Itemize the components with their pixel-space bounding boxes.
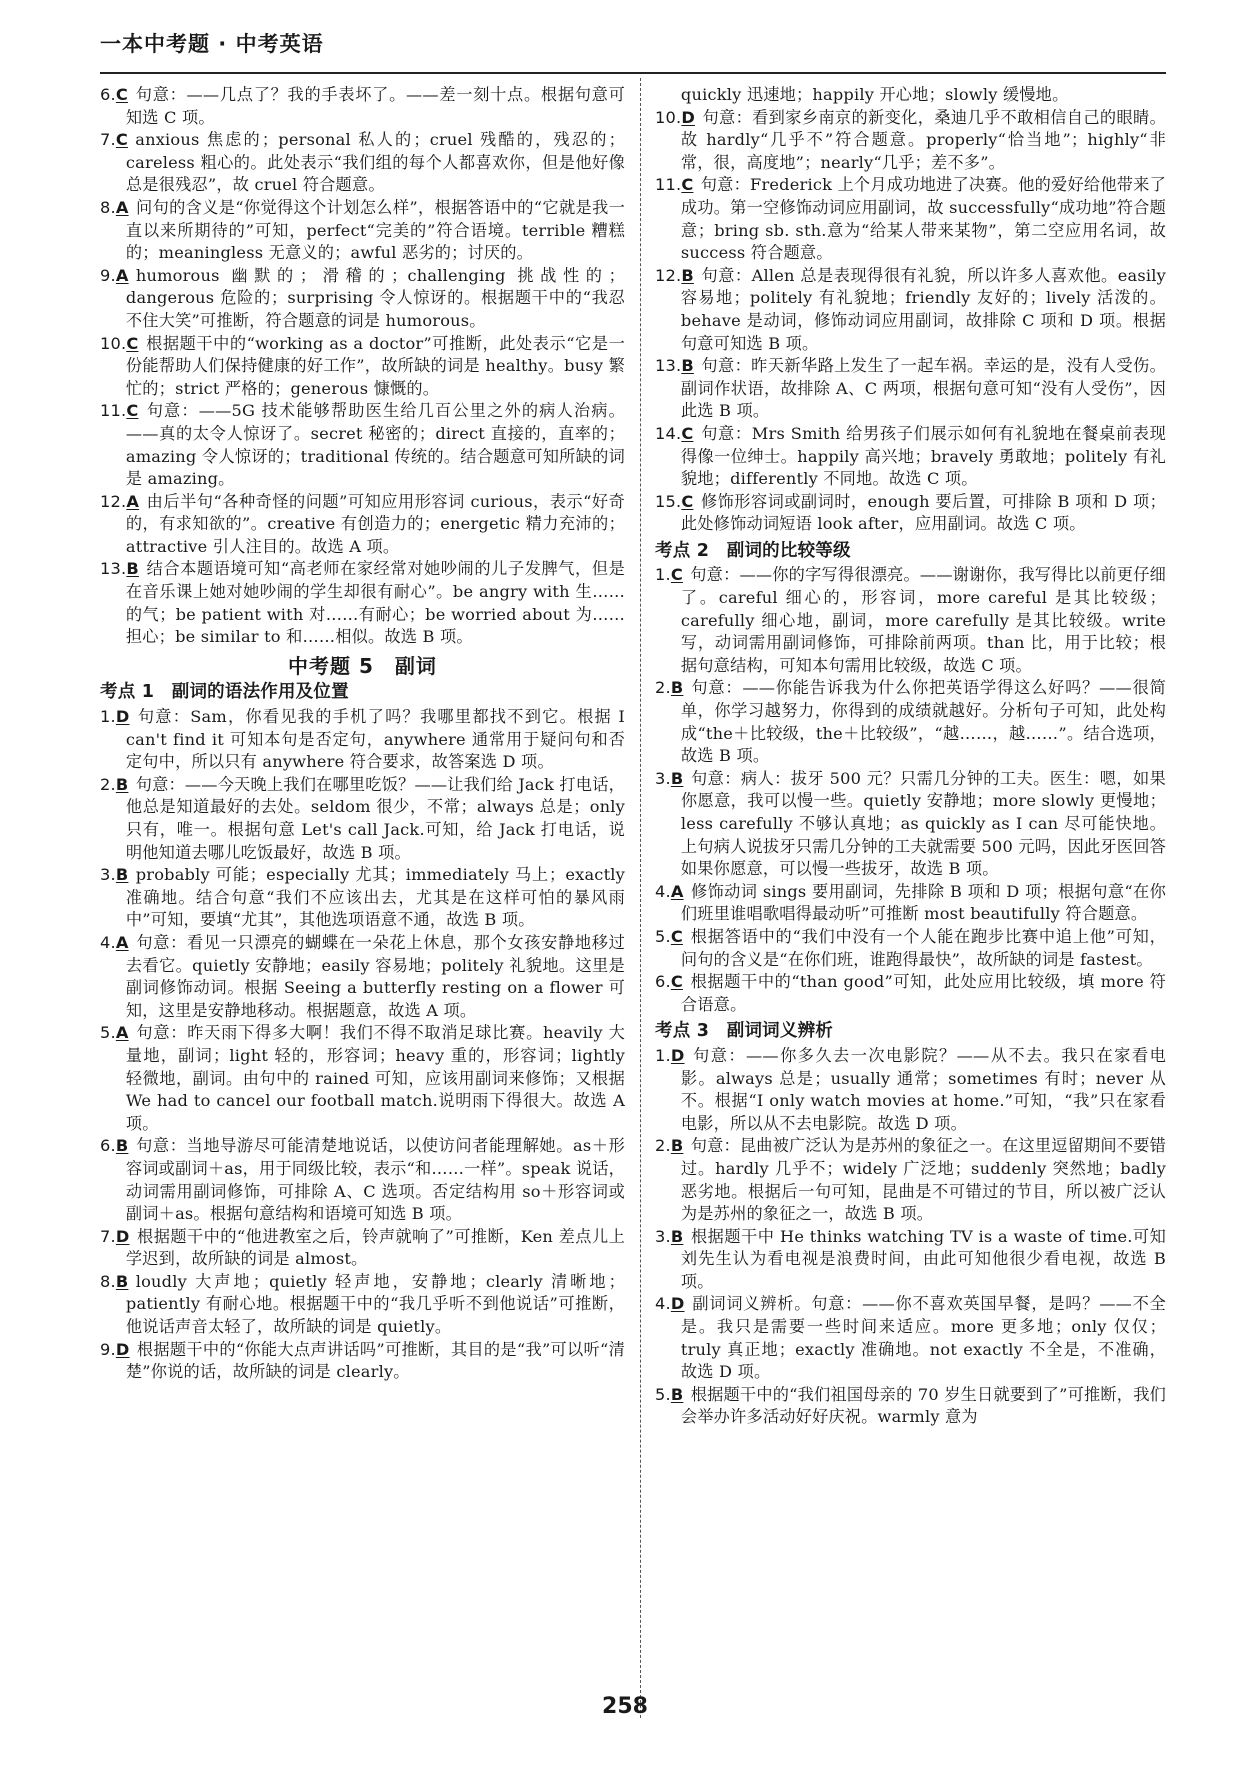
answer-letter: B bbox=[670, 1226, 684, 1246]
answer-explanation: 句意：Allen 总是表现得很有礼貌，所以许多人喜欢他。easily 容易地；politely 有礼貌地；friendly 友好的；lively 活泼的。behave 是动词，修饰动词应用副词，故排除 C 项和 D 项。根据句意可知选 B 项。 bbox=[680, 265, 1166, 353]
answer-letter: D bbox=[670, 1045, 685, 1065]
answer-number: 13. bbox=[655, 356, 682, 376]
answer-item bbox=[100, 1135, 625, 1225]
answer-explanation: 问句的含义是“你觉得这个计划怎么样”，根据答语中的“它就是我一直以来所期待的”可知，perfect“完美的”符合语境。terrible 糟糕的；meaningless 无意义的；awful 恶劣的；讨厌的。 bbox=[125, 197, 625, 263]
answer-number: 12. bbox=[655, 265, 682, 285]
answer-letter: A bbox=[126, 491, 140, 511]
answer-number: 1. bbox=[655, 1045, 671, 1065]
answer-explanation: 修饰动词 sings 要用副词，先排除 B 项和 D 项；根据句意“在你们班里谁唱歌唱得最动听”可推断 most beautifully 符合题意。 bbox=[680, 881, 1166, 924]
answer-explanation: 句意：——你多久去一次电影院？——从不去。我只在家看电影。always 总是；usually 通常；sometimes 有时；never 从不。根据“I only watch movies at home.”可知，“我”只在家看电影，所以从不去电影院。故选 D 项。 bbox=[680, 1045, 1166, 1133]
answer-letter: A bbox=[115, 1023, 129, 1043]
answer-explanation: 句意：病人：拔牙 500 元？只需几分钟的工夫。医生：嗯，如果你愿意，我可以慢一些。quietly 安静地；more slowly 更慢地；less carefully 不够认真地；as quickly as I can 尽可能快地。上句病人说拔牙只需几分钟的工夫就需要 500 元吗，因此牙医回答如果你愿意，可以慢一些拔牙，故选 B 项。 bbox=[680, 768, 1166, 879]
answer-explanation: 根据题干中的“你能大点声讲话吗”可推断，其目的是“我”可以听“清楚”你说的话，故所缺的词是 clearly。 bbox=[125, 1339, 625, 1382]
section-heading: 考点 3 副词词义辨析 bbox=[655, 1021, 833, 1042]
answer-number: 6. bbox=[100, 1136, 116, 1156]
answer-letter: C bbox=[681, 423, 694, 443]
answer-number: 6. bbox=[100, 85, 116, 104]
answer-number: 9. bbox=[100, 1339, 116, 1359]
answer-explanation: 句意：Mrs Smith 给男孩子们展示如何有礼貌地在餐桌前表现得像一位绅士。happily 高兴地；bravely 勇敢地；politely 有礼貌地；differently 不同地。故选 C 项。 bbox=[680, 423, 1166, 489]
answer-item bbox=[100, 84, 625, 129]
answer-explanation: 由后半句“各种奇怪的问题”可知应用形容词 curious，表示“好奇的，有求知欲的”。creative 有创造力的；energetic 精力充沛的；attractive 引人注目的。故选 A 项。 bbox=[125, 491, 625, 556]
answer-explanation: 句意：——你能告诉我为什么你把英语学得这么好吗？——很简单，你学习越努力，你得到的成绩就越好。分析句子可知，此处构成“the＋比较级，the＋比较级”，“越……，越……”。结合选项，故选 B 项。 bbox=[680, 678, 1166, 766]
answer-number: 15. bbox=[655, 491, 682, 511]
answer-item bbox=[655, 1293, 1166, 1383]
answer-number: 2. bbox=[100, 774, 116, 794]
answer-number: 5. bbox=[100, 1023, 116, 1043]
answer-number: 4. bbox=[655, 1294, 671, 1314]
column-divider bbox=[640, 78, 641, 1718]
answer-explanation: 根据题干中的“我们祖国母亲的 70 岁生日就要到了”可推断，我们会举办许多活动好好庆祝。warmly 意为 bbox=[680, 1384, 1166, 1427]
answer-item bbox=[100, 129, 625, 197]
page-number: 258 bbox=[602, 1694, 648, 1719]
chapter-heading: 中考题 5 副词 bbox=[288, 653, 437, 678]
answer-number: 2. bbox=[655, 1136, 671, 1156]
left-column bbox=[100, 84, 625, 1384]
answer-letter: B bbox=[115, 865, 129, 885]
answer-explanation: loudly 大声地；quietly 轻声地，安静地；clearly 清晰地；patiently 有耐心地。根据题干中的“我几乎听不到他说话”可推断，他说话声音太轻了，故所缺的词是 quietly。 bbox=[125, 1271, 625, 1337]
answer-letter: B bbox=[681, 356, 694, 376]
answer-item bbox=[655, 971, 1166, 1016]
header-title: 一本中考题 · 中考英语 bbox=[100, 32, 324, 56]
answer-item bbox=[100, 333, 625, 401]
answer-item bbox=[100, 1271, 625, 1339]
answer-item bbox=[655, 1135, 1166, 1225]
answer-number: 1. bbox=[100, 707, 116, 727]
section-heading: 考点 2 副词的比较等级 bbox=[655, 540, 851, 561]
answer-item bbox=[100, 1226, 625, 1271]
answer-number: 8. bbox=[100, 197, 116, 217]
answer-explanation: 句意：——今天晚上我们在哪里吃饭？——让我们给 Jack 打电话，他总是知道最好的去处。seldom 很少，不常；always 总是；only 只有，唯一。根据句意 Let's call Jack.可知，给 Jack 打电话，说明他知道去哪儿吃饭最好，故选 B 项。 bbox=[125, 774, 625, 862]
answer-letter: D bbox=[115, 707, 130, 727]
answer-letter: C bbox=[670, 926, 683, 946]
answer-number: 2. bbox=[655, 678, 671, 698]
answer-item bbox=[100, 932, 625, 1022]
answer-explanation: 根据题干中的“他进教室之后，铃声就响了”可推断，Ken 差点儿上学迟到，故所缺的词是 almost。 bbox=[125, 1226, 625, 1269]
answer-letter: C bbox=[126, 401, 139, 421]
answer-letter: D bbox=[115, 1226, 130, 1246]
answer-explanation: 句意：Frederick 上个月成功地进了决赛。他的爱好给他带来了成功。第一空修饰动词应用副词，故 successfully“成功地”符合题意；bring sb. sth.意为“给某人带来某物”，第二空应用名词，故 success 符合题意。 bbox=[680, 175, 1166, 263]
answer-explanation: probably 可能；especially 尤其；immediately 马上；exactly 准确地。结合句意“我们不应该出去，尤其是在这样可怕的暴风雨中”可知，要填“尤其”，其他选项语意不通，故选 B 项。 bbox=[125, 865, 625, 930]
answer-letter: B bbox=[126, 559, 139, 579]
answer-item bbox=[655, 1045, 1166, 1135]
answer-item bbox=[655, 1384, 1166, 1429]
answer-letter: C bbox=[681, 491, 694, 511]
answer-letter: A bbox=[115, 265, 129, 285]
answer-letter: B bbox=[670, 1384, 684, 1404]
answer-letter: A bbox=[115, 932, 129, 952]
answer-number: 6. bbox=[655, 972, 671, 992]
answer-number: 10. bbox=[100, 333, 127, 353]
answer-explanation: 句意：——几点了？我的手表坏了。——差一刻十点。根据句意可知选 C 项。 bbox=[125, 85, 625, 127]
answer-item bbox=[100, 491, 625, 559]
answer-item bbox=[100, 1022, 625, 1135]
answer-item bbox=[655, 423, 1166, 491]
answer-item bbox=[655, 265, 1166, 355]
answer-item bbox=[655, 768, 1166, 881]
answer-number: 14. bbox=[655, 423, 682, 443]
answer-item bbox=[655, 355, 1166, 423]
answer-letter: C bbox=[670, 565, 683, 585]
answer-number: 12. bbox=[100, 491, 127, 511]
answer-number: 10. bbox=[655, 107, 682, 127]
answer-explanation: 根据题干中的“working as a doctor”可推断，此处表示“它是一份能帮助人们保持健康的好工作”，故所缺的词是 healthy。busy 繁忙的；strict 严格的；generous 慷慨的。 bbox=[125, 333, 625, 398]
answer-item bbox=[100, 706, 625, 774]
answer-letter: D bbox=[681, 107, 695, 127]
header-rule bbox=[100, 72, 1166, 74]
answer-letter: D bbox=[670, 1294, 685, 1314]
answer-letter: B bbox=[670, 1136, 684, 1156]
answer-letter: A bbox=[670, 881, 684, 901]
answer-number: 13. bbox=[100, 559, 127, 579]
answer-explanation: 修饰形容词或副词时，enough 要后置，可排除 B 项和 D 项；此处修饰动词短语 look after，应用副词。故选 C 项。 bbox=[680, 491, 1166, 534]
answer-number: 4. bbox=[655, 881, 671, 901]
answer-number: 5. bbox=[655, 1384, 671, 1404]
answer-explanation: 句意：——5G 技术能够帮助医生给几百公里之外的病人治病。——真的太令人惊讶了。secret 秘密的；direct 直接的，直率的；amazing 令人惊讶的；traditional 传统的。结合题意可知所缺的词是 amazing。 bbox=[125, 401, 625, 489]
answer-explanation: 句意：当地导游尽可能清楚地说话，以使访问者能理解她。as＋形容词或副词＋as，用于同级比较，表示“和……一样”。speak 说话，动词需用副词修饰，可排除 A、C 选项。否定结构用 so＋形容词或副词＋as。根据句意结构和语境可知选 B 项。 bbox=[125, 1136, 625, 1224]
answer-explanation: 结合本题语境可知“高老师在家经常对她吵闹的儿子发脾气，但是在音乐课上她对她吵闹的学生却很有耐心”。be angry with 生……的气；be patient with 对……有耐心；be worried about 为……担心；be similar to 和……相似。故选 B 项。 bbox=[125, 559, 625, 647]
answer-letter: B bbox=[670, 768, 684, 788]
answer-explanation: 句意：看见一只漂亮的蝴蝶在一朵花上休息，那个女孩安静地移过去看它。quietly 安静地；easily 容易地；politely 礼貌地。这里是副词修饰动词。根据 Seeing a butterfly resting on a flower 可知，这里是安静地移动。根据题意，故选 A 项。 bbox=[125, 932, 625, 1020]
answer-item bbox=[100, 265, 625, 333]
answer-letter: A bbox=[115, 197, 129, 217]
answer-letter: B bbox=[670, 678, 684, 698]
answer-item bbox=[100, 864, 625, 932]
right-column bbox=[655, 84, 1166, 1429]
answer-number: 11. bbox=[655, 175, 682, 195]
answer-letter: D bbox=[115, 1339, 130, 1359]
answer-letter: C bbox=[126, 333, 139, 353]
answer-explanation: 句意：昨天雨下得多大啊！我们不得不取消足球比赛。heavily 大量地，副词；light 轻的，形容词；heavy 重的，形容词；lightly 轻微地，副词。由句中的 rained 可知，应该用副词来修饰；又根据 We had to cancel our football match.说明雨下得很大。故选 A 项。 bbox=[125, 1023, 625, 1133]
answer-item bbox=[100, 197, 625, 265]
answer-letter: B bbox=[115, 1136, 129, 1156]
answer-item bbox=[100, 1339, 625, 1384]
answer-item bbox=[655, 107, 1166, 175]
answer-letter: C bbox=[681, 175, 694, 195]
answer-explanation: 句意：昨天新华路上发生了一起车祸。幸运的是，没有人受伤。副词作状语，故排除 A、C 两项，根据句意可知“没有人受伤”，因此选 B 项。 bbox=[680, 356, 1166, 421]
answer-explanation: humorous 幽默的；滑稽的；challenging 挑战性的；dangerous 危险的；surprising 令人惊讶的。根据题干中的“我忍不住大笑”可推断，符合题意的词是 humorous。 bbox=[125, 265, 625, 330]
answer-explanation: 句意：Sam，你看见我的手机了吗？我哪里都找不到它。根据 I can't find it 可知本句是否定句，anywhere 通常用于疑问句和否定句中，所以只有 anywhere 符合要求，故答案选 D 项。 bbox=[125, 707, 625, 772]
answer-number: 3. bbox=[655, 768, 671, 788]
answer-explanation: 句意：看到家乡南京的新变化，桑迪几乎不敢相信自己的眼睛。故 hardly“几乎不”符合题意。properly“恰当地”；highly“非常，很，高度地”；nearly“几乎；差不多”。 bbox=[680, 107, 1166, 172]
answer-letter: C bbox=[115, 130, 128, 150]
answer-item bbox=[100, 558, 625, 648]
answer-number: 5. bbox=[655, 926, 671, 946]
answer-number: 7. bbox=[100, 1226, 116, 1246]
answer-letter: C bbox=[115, 85, 128, 104]
answer-continuation: quickly 迅速地；happily 开心地；slowly 缓慢地。 bbox=[680, 85, 1069, 104]
answer-item bbox=[100, 774, 625, 864]
answer-item bbox=[655, 491, 1166, 536]
answer-explanation: 副词词义辨析。句意：——你不喜欢英国早餐，是吗？——不全是。我只是需要一些时间来适应。more 更多地；only 仅仅；truly 真正地；exactly 准确地。not exactly 不全是，不准确，故选 D 项。 bbox=[680, 1294, 1166, 1382]
answer-item bbox=[655, 174, 1166, 264]
answer-number: 7. bbox=[100, 130, 116, 150]
answer-item bbox=[100, 400, 625, 490]
answer-explanation: 句意：昆曲被广泛认为是苏州的象征之一。在这里逗留期间不要错过。hardly 几乎不；widely 广泛地；suddenly 突然地；badly 恶劣地。根据后一句可知，昆曲是不可错过的节目，所以被广泛认为是苏州的象征之一，故选 B 项。 bbox=[680, 1136, 1166, 1224]
answer-number: 11. bbox=[100, 401, 127, 421]
answer-item bbox=[655, 1226, 1166, 1294]
answer-number: 3. bbox=[655, 1226, 671, 1246]
answer-letter: B bbox=[115, 1271, 129, 1291]
answer-explanation: 根据题干中的“than good”可知，此处应用比较级，填 more 符合语意。 bbox=[680, 972, 1166, 1014]
section-heading: 考点 1 副词的语法作用及位置 bbox=[100, 682, 349, 703]
answer-number: 1. bbox=[655, 565, 671, 585]
answer-letter: B bbox=[115, 774, 129, 794]
answer-explanation: anxious 焦虑的；personal 私人的；cruel 残酷的，残忍的；careless 粗心的。此处表示“我们组的每个人都喜欢你，但是他好像总是很残忍”，故 cruel 符合题意。 bbox=[125, 130, 625, 195]
answer-number: 4. bbox=[100, 932, 116, 952]
answer-number: 9. bbox=[100, 265, 116, 285]
answer-explanation: 句意：——你的字写得很漂亮。——谢谢你，我写得比以前更仔细了。careful 细心的，形容词，more careful 是其比较级；carefully 细心地，副词，more carefully 是其比较级。write 写，动词需用副词修饰，可排除前两项。than 比，用于比较；根据句意结构，可知本句需用比较级，故选 C 项。 bbox=[680, 565, 1166, 675]
answer-number: 8. bbox=[100, 1271, 116, 1291]
answer-item bbox=[655, 564, 1166, 677]
answer-letter: C bbox=[670, 972, 683, 992]
answer-explanation: 根据答语中的“我们中没有一个人能在跑步比赛中追上他”可知，问句的含义是“在你们班，谁跑得最快”，故所缺的词是 fastest。 bbox=[680, 926, 1166, 969]
answer-number: 3. bbox=[100, 865, 116, 885]
answer-item bbox=[655, 677, 1166, 767]
answer-item bbox=[655, 926, 1166, 971]
answer-letter: B bbox=[681, 265, 694, 285]
answer-explanation: 根据题干中 He thinks watching TV is a waste of time.可知刘先生认为看电视是浪费时间，由此可知他很少看电视，故选 B 项。 bbox=[680, 1226, 1166, 1291]
answer-item bbox=[655, 881, 1166, 926]
